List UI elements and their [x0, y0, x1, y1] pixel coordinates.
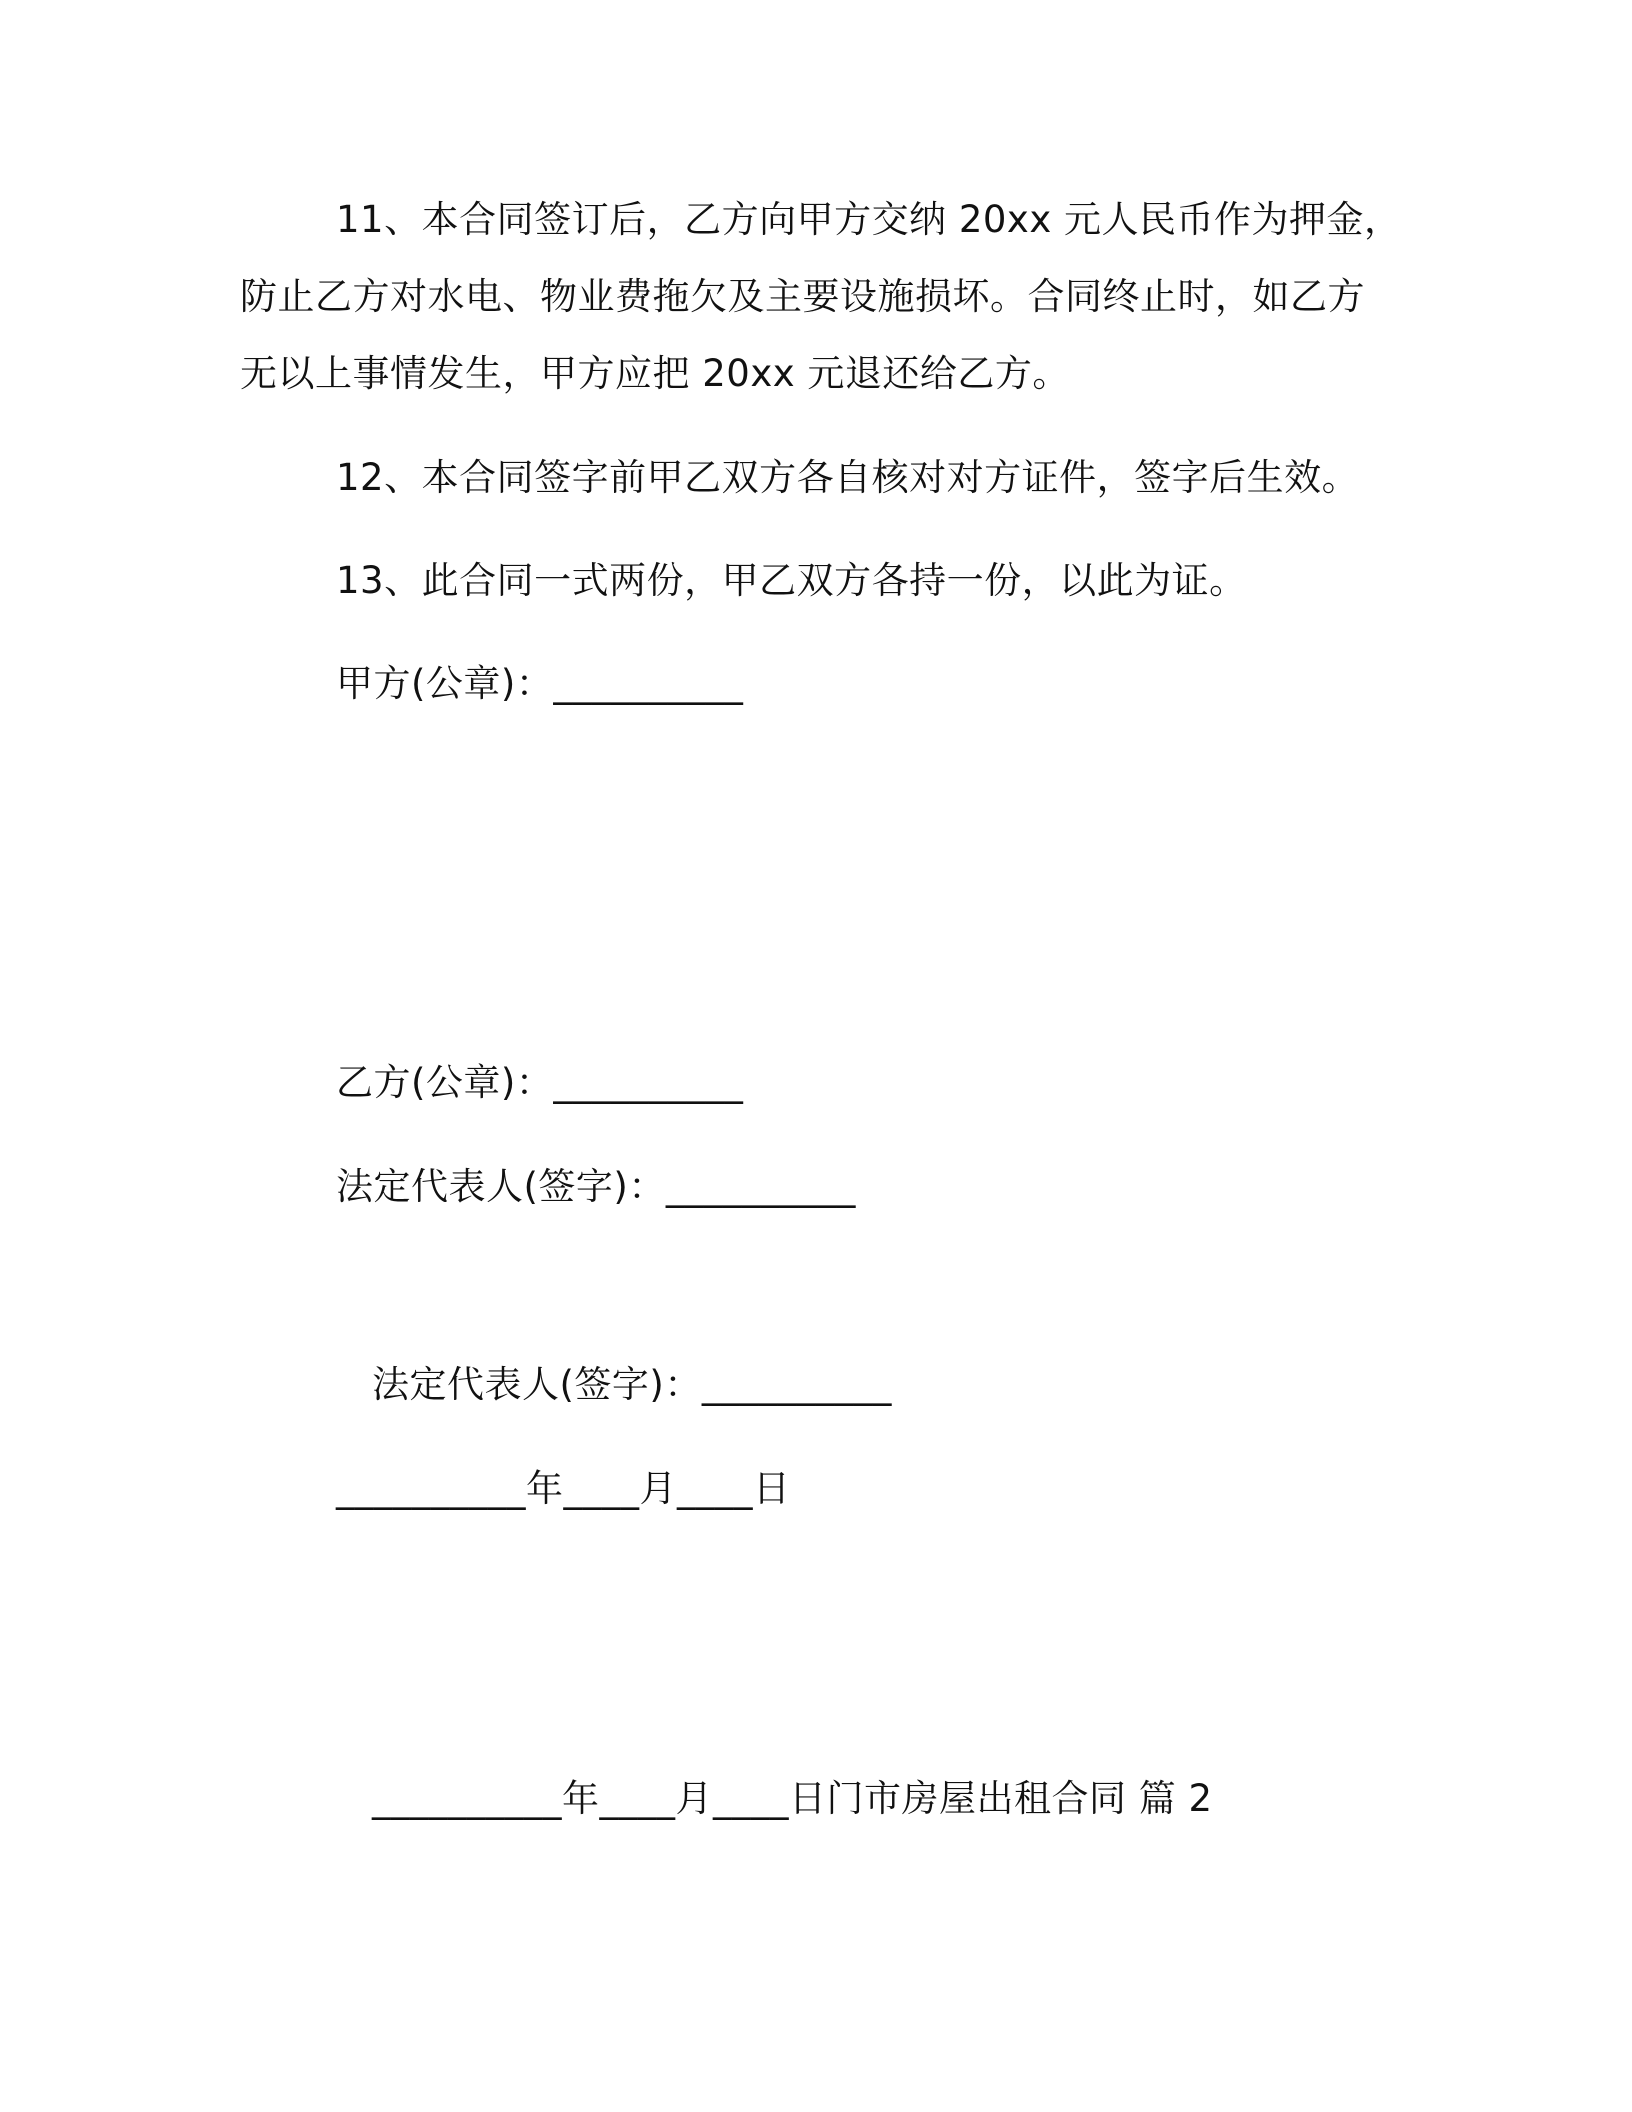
clause-13: 13、此合同一式两份，甲乙双方各持一份，以此为证。 — [336, 559, 1247, 602]
legal-representative-signature-2: 法定代表人(签字)：__________ — [372, 1363, 892, 1406]
clause-11-line-2: 防止乙方对水电、物业费拖欠及主要设施损坏。合同终止时，如乙方 — [240, 275, 1365, 318]
party-a-seal-line: 甲方(公章)：__________ — [336, 662, 744, 705]
legal-representative-signature-1: 法定代表人(签字)：__________ — [336, 1165, 856, 1208]
date-line: __________年____月____日 — [336, 1467, 791, 1510]
clause-11-line-1: 11、本合同签订后，乙方向甲方交纳 20xx 元人民币作为押金， — [336, 198, 1402, 241]
clause-11-line-3: 无以上事情发生，甲方应把 20xx 元退还给乙方。 — [240, 352, 1070, 395]
party-b-seal-line: 乙方(公章)：__________ — [336, 1061, 744, 1104]
next-contract-heading: __________年____月____日门市房屋出租合同 篇 2 — [372, 1777, 1213, 1820]
clause-12: 12、本合同签字前甲乙双方各自核对对方证件，签字后生效。 — [336, 456, 1360, 499]
